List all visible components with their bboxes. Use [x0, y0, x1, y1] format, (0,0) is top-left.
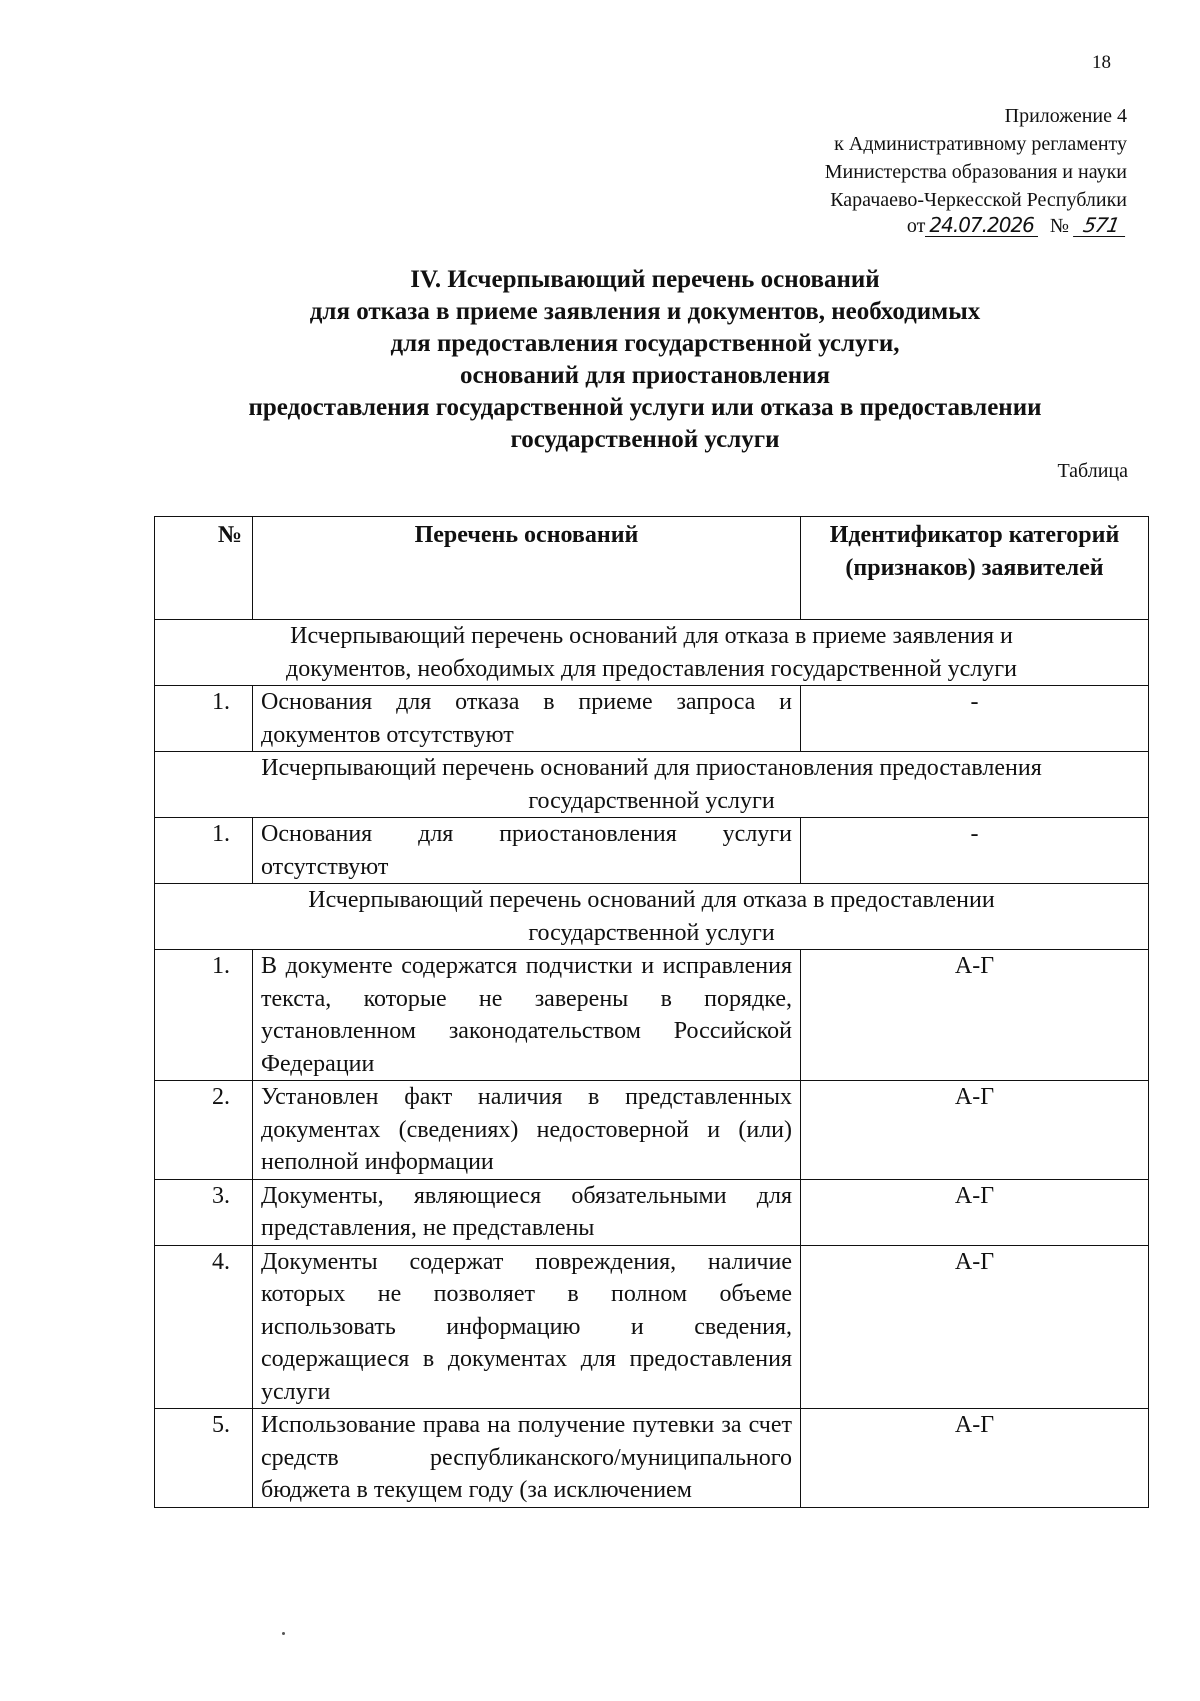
header-grounds: Перечень оснований [253, 517, 801, 620]
table-row [155, 1409, 1149, 1508]
order-line [567, 212, 1127, 240]
row-number: 4. [155, 1245, 253, 1409]
row-identifier: А-Г [801, 1409, 1149, 1508]
table-caption: Таблица [1057, 460, 1128, 482]
title-line: для предоставления государственной услуги, [390, 330, 900, 357]
section-row [155, 884, 1149, 950]
section-row [155, 620, 1149, 686]
section-row [155, 752, 1149, 818]
row-number: 1. [155, 818, 253, 884]
title-line: IV. Исчерпывающий перечень оснований [410, 266, 880, 293]
document-title [150, 264, 1140, 456]
annex-header [567, 102, 1127, 240]
header-identifier: Идентификатор категорий (признаков) заявителей [801, 517, 1149, 620]
header-number: № [155, 517, 253, 620]
row-number: 1. [155, 950, 253, 1081]
order-number-label: № [1049, 215, 1069, 237]
row-reason: Документы содержат повреждения, наличие которых не позволяет в полном объеме использовать информацию и сведения, содержащиеся в документах для предоставления услуги [253, 1245, 801, 1409]
row-identifier: А-Г [801, 1179, 1149, 1245]
row-identifier: - [801, 686, 1149, 752]
section-title: Исчерпывающий перечень оснований для отказа в приеме заявления и документов, необходимых для предоставления государственной услуги [155, 620, 1149, 686]
annex-line: Министерства образования и науки [824, 161, 1127, 183]
row-identifier: А-Г [801, 950, 1149, 1081]
section-title: Исчерпывающий перечень оснований для отказа в предоставлении государственной услуги [155, 884, 1149, 950]
row-identifier: А-Г [801, 1081, 1149, 1180]
title-line: предоставления государственной услуги или отказа в предоставлении [248, 394, 1042, 421]
annex-line: к Административному регламенту [834, 133, 1127, 155]
table-row [155, 950, 1149, 1081]
row-reason: Основания для приостановления услуги отсутствуют [253, 818, 801, 884]
row-number: 5. [155, 1409, 253, 1508]
grounds-table [154, 516, 1149, 1508]
row-number: 1. [155, 686, 253, 752]
table-row [155, 1081, 1149, 1180]
scan-speck [282, 1632, 285, 1635]
row-number: 3. [155, 1179, 253, 1245]
table-row [155, 1179, 1149, 1245]
order-prefix: от [906, 215, 926, 237]
order-number: 571 [1073, 214, 1129, 237]
row-identifier: А-Г [801, 1245, 1149, 1409]
row-number: 2. [155, 1081, 253, 1180]
section-title: Исчерпывающий перечень оснований для приостановления предоставления государственной услуги [155, 752, 1149, 818]
table-row [155, 818, 1149, 884]
row-reason: Основания для отказа в приеме запроса и документов отсутствуют [253, 686, 801, 752]
title-line: для отказа в приеме заявления и документов, необходимых [309, 298, 981, 325]
row-reason: Документы, являющиеся обязательными для представления, не представлены [253, 1179, 801, 1245]
table-row [155, 1245, 1149, 1409]
order-date: 24.07.2026 [925, 214, 1038, 237]
table-header-row [155, 517, 1149, 620]
row-reason: Использование права на получение путевки за счет средств республиканского/муниципального бюджета в текущем году (за исключением [253, 1409, 801, 1508]
page-number: 18 [1092, 52, 1111, 73]
title-line: государственной услуги [510, 426, 780, 453]
row-reason: В документе содержатся подчистки и исправления текста, которые не заверены в порядке, установленном законодательством Российской Федерации [253, 950, 801, 1081]
title-line: оснований для приостановления [459, 362, 831, 389]
table-row [155, 686, 1149, 752]
row-reason: Установлен факт наличия в представленных документах (сведениях) недостоверной и (или) неполной информации [253, 1081, 801, 1180]
row-identifier: - [801, 818, 1149, 884]
annex-line: Приложение 4 [1004, 105, 1127, 127]
annex-line: Карачаево-Черкесской Республики [830, 189, 1127, 211]
